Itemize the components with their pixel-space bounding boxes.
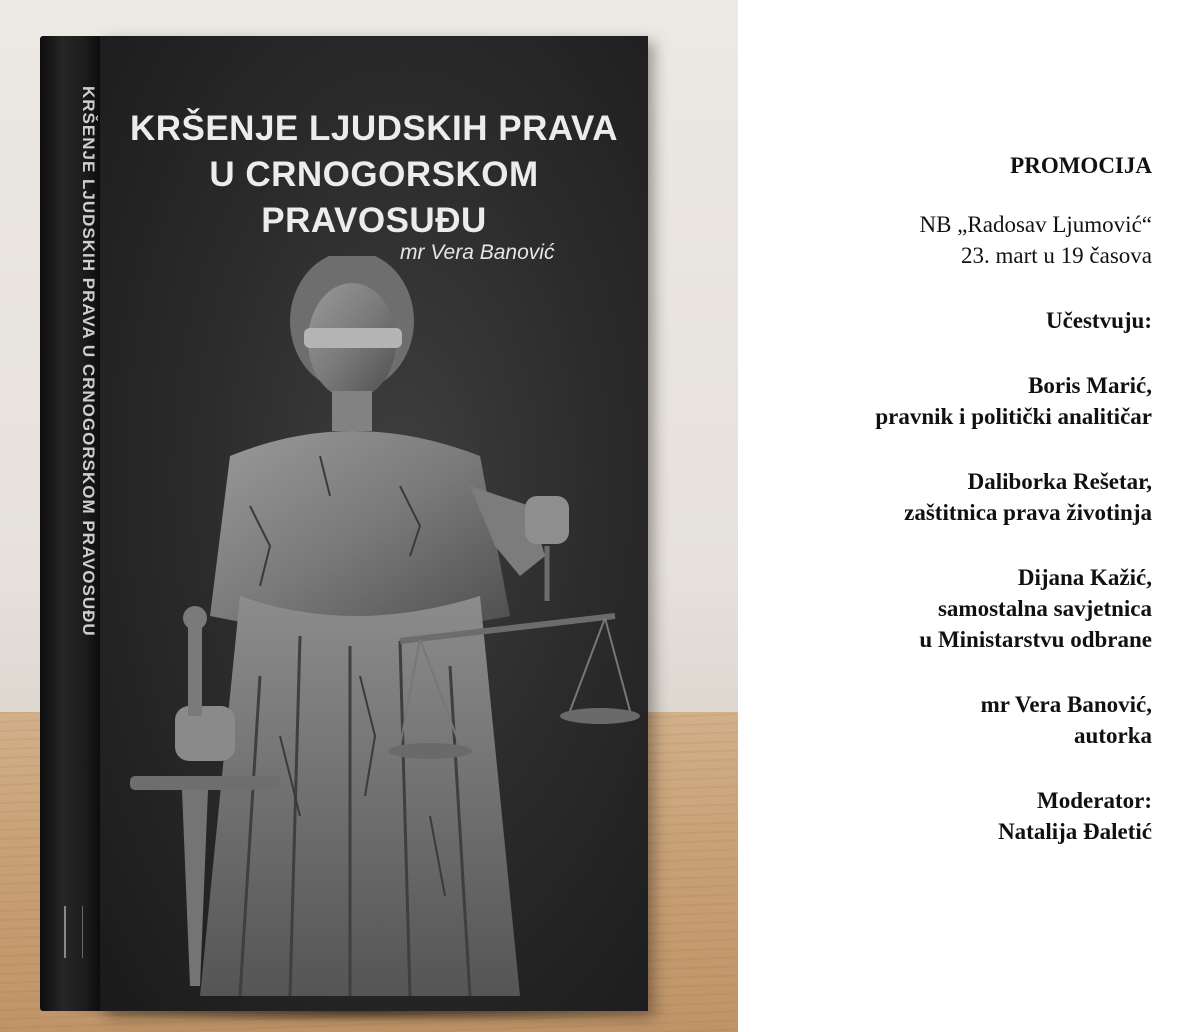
participant-role: u Ministarstvu odbrane <box>919 627 1152 652</box>
participant-role: zaštitnica prava životinja <box>904 500 1152 525</box>
participant-name: mr Vera Banović, <box>980 692 1152 717</box>
event-heading: PROMOCIJA <box>1010 153 1152 178</box>
book-spine <box>40 36 104 1011</box>
participants-label: Učestvuju: <box>1045 308 1152 333</box>
cover-title-line2: U CRNOGORSKOM PRAVOSUĐU <box>209 155 539 240</box>
participant-name: Boris Marić, <box>1028 373 1152 398</box>
event-venue: NB „Radosav Ljumović“ <box>919 212 1152 237</box>
event-datetime: 23. mart u 19 časova <box>961 243 1152 268</box>
participant-1 <box>760 370 1152 432</box>
participant-name: Dijana Kažić, <box>1017 565 1152 590</box>
participant-3 <box>760 562 1152 655</box>
participant-role: autorka <box>1074 723 1152 748</box>
moderator <box>760 785 1152 847</box>
participant-role: samostalna savjetnica <box>937 596 1152 621</box>
cover-author: mr Vera Banović <box>400 241 555 264</box>
spine-title: KRŠENJE LJUDSKIH PRAVA U CRNOGORSKOM PRAVOSUĐU <box>79 86 98 637</box>
moderator-name: Natalija Đaletić <box>998 819 1152 844</box>
cover-title <box>100 106 648 244</box>
event-info <box>760 150 1152 847</box>
participant-name: Daliborka Rešetar, <box>967 469 1152 494</box>
book-cover <box>100 36 648 1011</box>
lady-justice-statue-icon <box>100 256 648 996</box>
participant-2 <box>760 466 1152 528</box>
moderator-label: Moderator: <box>1037 788 1152 813</box>
cover-title-line1: KRŠENJE LJUDSKIH PRAVA <box>129 109 619 148</box>
publisher-logo-icon <box>64 906 83 958</box>
participant-role: pravnik i politički analitičar <box>875 404 1152 429</box>
participant-4 <box>760 689 1152 751</box>
book <box>30 30 660 1015</box>
